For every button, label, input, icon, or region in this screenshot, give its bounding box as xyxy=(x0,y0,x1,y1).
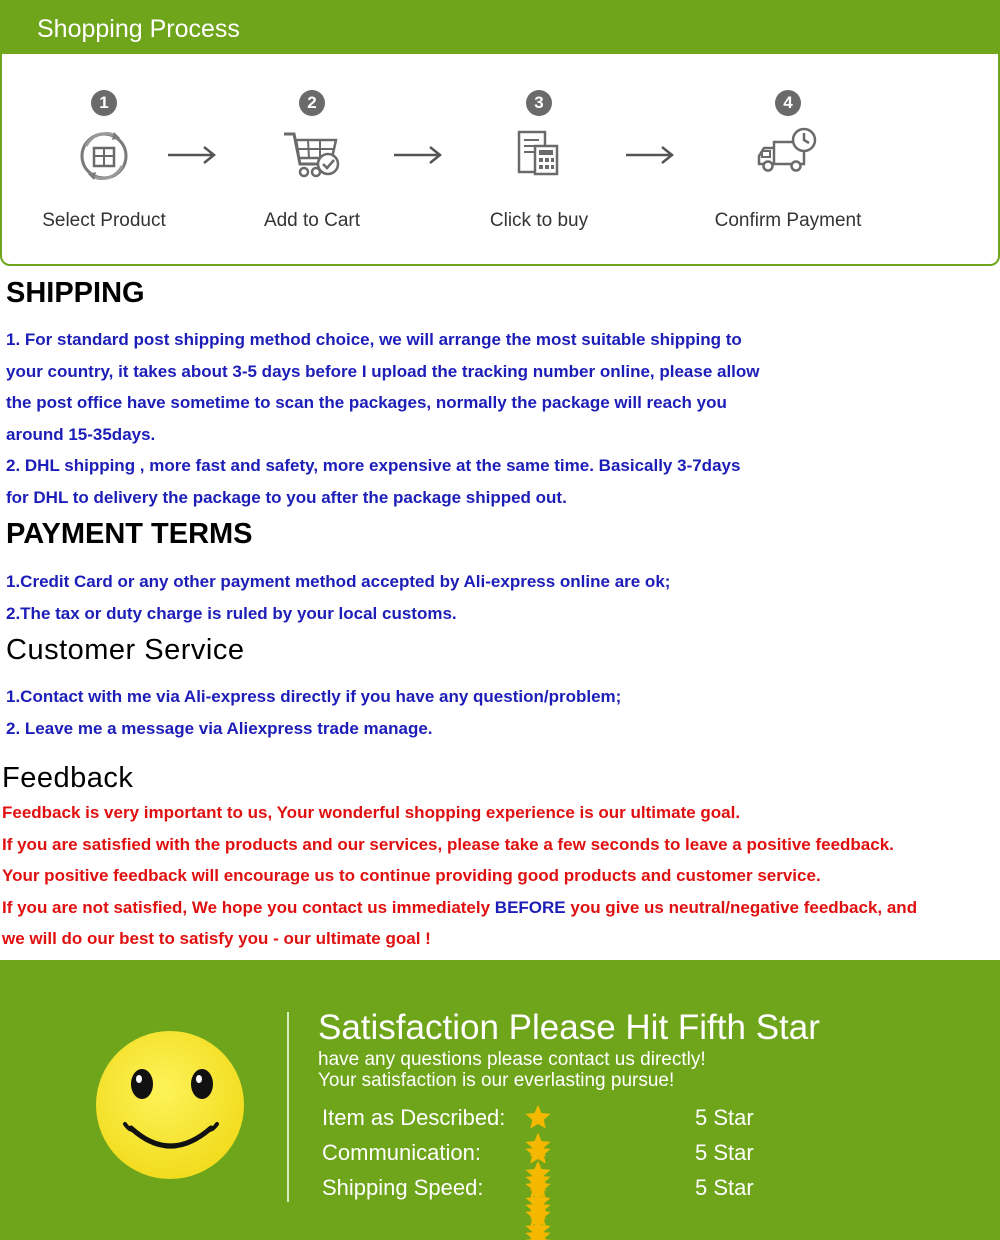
feedback-title: Feedback xyxy=(2,762,134,794)
feedback-text-segment: If you are not satisfied, We hope you contact us immediately xyxy=(2,897,495,917)
payment-line: 1.Credit Card or any other payment method accepted by Ali-express online are ok; xyxy=(6,572,671,591)
star-icon xyxy=(524,1229,552,1240)
shipping-line: 1. For standard post shipping method choice, we will arrange the most suitable shipping to xyxy=(6,330,742,349)
delivery-truck-clock-icon xyxy=(756,124,820,188)
star-icon xyxy=(524,1201,552,1229)
shopping-cart-icon xyxy=(280,124,344,188)
calculator-document-icon xyxy=(507,124,571,188)
shipping-line: around 15-35days. xyxy=(6,424,156,444)
step-number: 1 xyxy=(91,90,117,116)
step-confirm-payment xyxy=(688,90,888,232)
star-rating xyxy=(524,1173,558,1240)
smiley-face-icon xyxy=(95,1030,245,1180)
feedback-text xyxy=(2,797,917,955)
payment-terms-title: PAYMENT TERMS xyxy=(6,518,253,550)
shipping-text xyxy=(6,324,760,513)
star-icon xyxy=(524,1138,552,1166)
banner-title: Satisfaction Please Hit Fifth Star xyxy=(318,1008,820,1047)
shipping-line: 2. DHL shipping , more fast and safety, more expensive at the same time. Basically 3-7days xyxy=(6,456,741,475)
globe-box-icon xyxy=(72,124,136,188)
arrow-right-icon xyxy=(624,142,676,168)
star-icon xyxy=(524,1173,552,1201)
payment-line: 2.The tax or duty charge is ruled by your local customs. xyxy=(6,603,457,623)
customer-service-text xyxy=(6,681,621,744)
feedback-line: If you are satisfied with the products and our services, please take a few seconds to leave a positive feedback. xyxy=(2,834,894,854)
step-number: 2 xyxy=(299,90,325,116)
feedback-line xyxy=(2,892,917,924)
shipping-line: for DHL to delivery the package to you after the package shipped out. xyxy=(6,487,567,507)
feedback-line: Feedback is very important to us, Your wonderful shopping experience is our ultimate goal. xyxy=(2,803,741,822)
customer-service-title: Customer Service xyxy=(6,634,245,666)
shipping-line: the post office have sometime to scan the packages, normally the package will reach you xyxy=(6,393,727,412)
feedback-line: we will do our best to satisfy you - our ultimate goal ! xyxy=(2,929,431,949)
satisfaction-banner xyxy=(0,960,1000,1240)
divider xyxy=(287,1012,289,1202)
rating-label: Communication: xyxy=(322,1140,481,1165)
shopping-process-title: Shopping Process xyxy=(2,2,998,54)
step-click-to-buy xyxy=(439,90,639,232)
arrow-right-icon xyxy=(166,142,218,168)
step-label: Select Product xyxy=(42,210,166,231)
rating-label: Shipping Speed: xyxy=(322,1175,484,1200)
banner-subtitle: Your satisfaction is our everlasting pursue! xyxy=(318,1070,675,1091)
step-label: Confirm Payment xyxy=(714,210,862,231)
shopping-process-panel xyxy=(0,0,1000,266)
rating-value: 5 Star xyxy=(695,1140,754,1165)
payment-terms-text xyxy=(6,566,670,629)
shipping-title: SHIPPING xyxy=(6,277,145,309)
banner-subtitle: have any questions please contact us directly! xyxy=(318,1049,706,1070)
arrow-right-icon xyxy=(392,142,444,168)
step-number: 3 xyxy=(526,90,552,116)
feedback-text-segment: you give us neutral/negative feedback, and xyxy=(565,897,918,917)
before-highlight: BEFORE xyxy=(494,897,566,917)
star-icon xyxy=(524,1103,552,1131)
service-line: 1.Contact with me via Ali-express directly if you have any question/problem; xyxy=(6,687,622,706)
step-label: Add to Cart xyxy=(263,210,361,231)
rating-value: 5 Star xyxy=(695,1175,754,1200)
step-add-to-cart xyxy=(212,90,412,232)
shipping-line: your country, it takes about 3-5 days before I upload the tracking number online, please allow xyxy=(6,361,760,381)
step-number: 4 xyxy=(775,90,801,116)
service-line: 2. Leave me a message via Aliexpress trade manage. xyxy=(6,718,433,738)
step-label: Click to buy xyxy=(489,210,589,231)
feedback-line: Your positive feedback will encourage us to continue providing good products and customer service. xyxy=(2,866,821,886)
rating-label: Item as Described: xyxy=(322,1105,506,1130)
rating-value: 5 Star xyxy=(695,1105,754,1130)
